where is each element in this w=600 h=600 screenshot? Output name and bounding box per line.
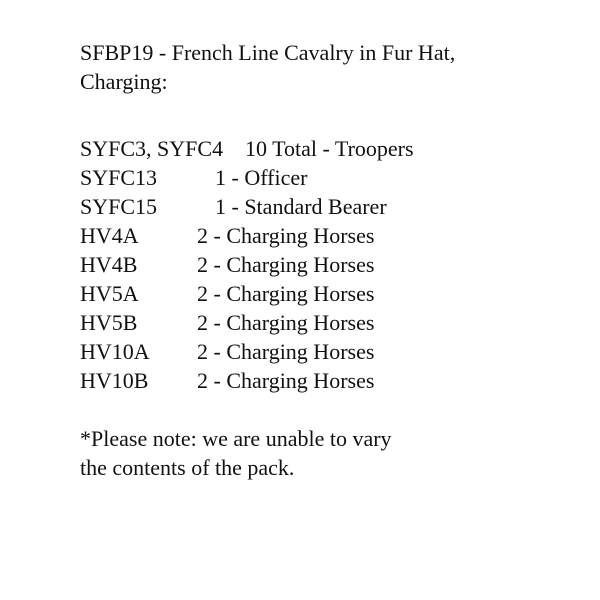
list-item [80,366,580,395]
item-description: 2 - Charging Horses [197,310,375,335]
list-item [80,279,580,308]
item-description: 1 - Officer [215,165,308,190]
pack-title-line-2: Charging: [80,69,168,94]
item-description: 2 - Charging Horses [197,223,375,248]
item-code: HV5A [80,281,139,306]
note-line-2: the contents of the pack. [80,455,295,480]
pack-note [80,424,580,482]
item-description: 2 - Charging Horses [197,252,375,277]
item-description: 10 Total - Troopers [245,136,414,161]
item-description: 2 - Charging Horses [197,368,375,393]
pack-title-line-1: SFBP19 - French Line Cavalry in Fur Hat, [80,40,456,65]
pack-contents-document [80,38,580,482]
list-item [80,337,580,366]
contents-list [80,134,580,395]
list-item [80,163,580,192]
item-code: SYFC3, SYFC4 [80,136,224,161]
list-item [80,134,580,163]
list-item [80,308,580,337]
item-description: 2 - Charging Horses [197,339,375,364]
item-description: 1 - Standard Bearer [215,194,387,219]
item-code: HV10A [80,339,150,364]
list-item [80,221,580,250]
item-description: 2 - Charging Horses [197,281,375,306]
list-item [80,250,580,279]
item-code: SYFC15 [80,194,158,219]
item-code: HV4A [80,223,139,248]
list-item [80,192,580,221]
item-code: SYFC13 [80,165,158,190]
item-code: HV5B [80,310,138,335]
note-line-1: *Please note: we are unable to vary [80,426,392,451]
item-code: HV4B [80,252,138,277]
item-code: HV10B [80,368,149,393]
